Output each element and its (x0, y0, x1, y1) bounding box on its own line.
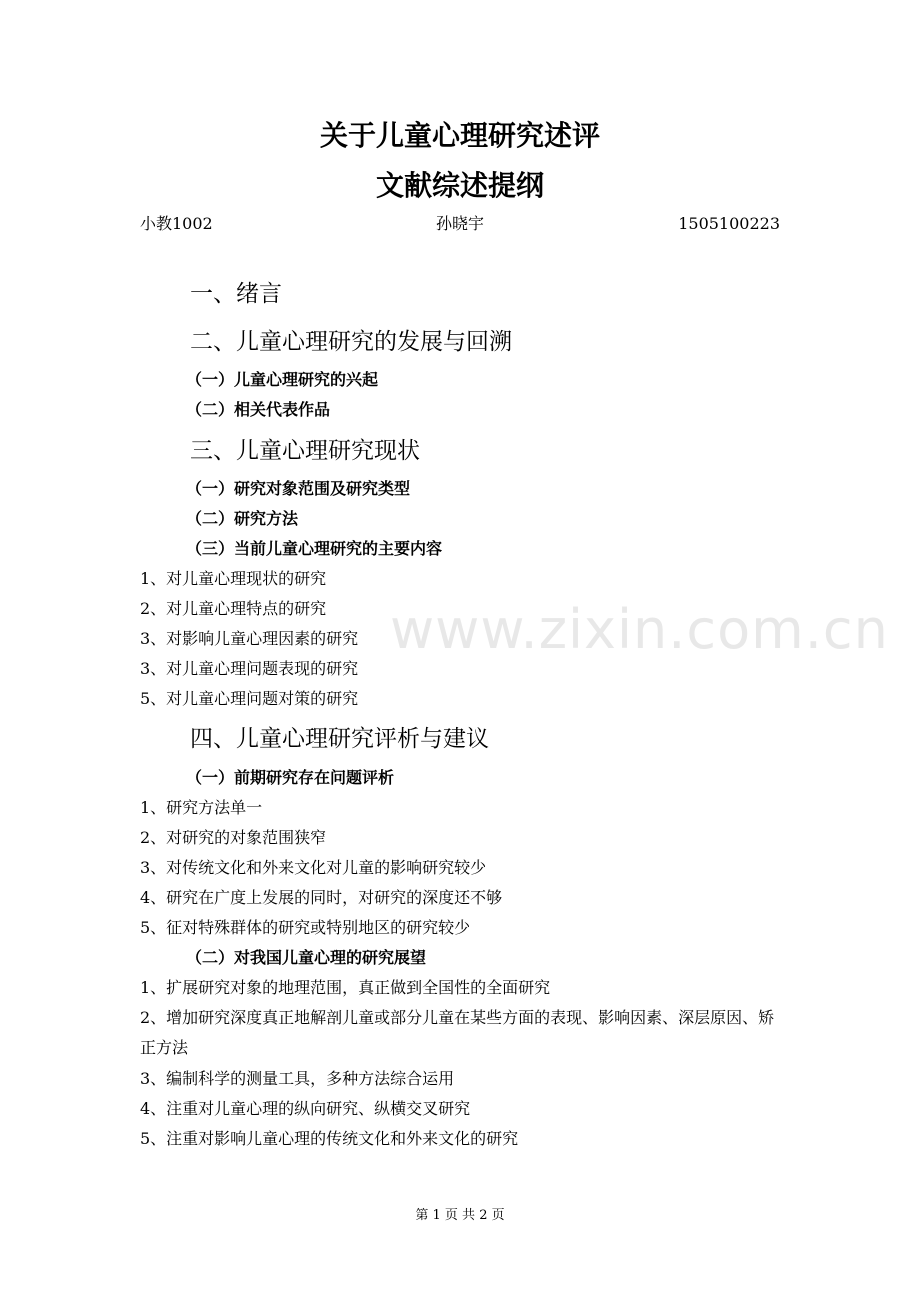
section-heading-3: 三、儿童心理研究现状 (190, 438, 420, 464)
section-heading-4: 四、儿童心理研究评析与建议 (190, 726, 489, 752)
subsection-heading: （一）前期研究存在问题评析 (186, 768, 395, 787)
list-item: 3、对影响儿童心理因素的研究 (140, 629, 359, 648)
list-item: 5、对儿童心理问题对策的研究 (140, 689, 359, 708)
watermark: www.zixin.com.cn (390, 598, 889, 661)
student-id: 1505100223 (678, 214, 780, 233)
subsection-heading: （一）儿童心理研究的兴起 (186, 370, 379, 389)
list-item: 1、对儿童心理现状的研究 (140, 569, 327, 588)
subsection-heading: （三）当前儿童心理研究的主要内容 (186, 539, 443, 558)
list-item: 3、对儿童心理问题表现的研究 (140, 659, 359, 678)
list-item: 3、对传统文化和外来文化对儿童的影响研究较少 (140, 858, 487, 877)
list-item: 2、增加研究深度真正地解剖儿童或部分儿童在某些方面的表现、影响因素、深层原因、矫正方法 (140, 1008, 775, 1057)
list-item: 4、注重对儿童心理的纵向研究、纵横交叉研究 (140, 1099, 471, 1118)
list-item: 1、扩展研究对象的地理范围，真正做到全国性的全面研究 (140, 978, 551, 997)
class-name: 小教1002 (140, 214, 213, 233)
author-info-row (140, 212, 780, 236)
author-name: 孙晓宇 (435, 214, 484, 233)
subsection-heading: （二）相关代表作品 (186, 400, 331, 419)
subsection-heading: （二）研究方法 (186, 509, 299, 528)
list-item: 2、对儿童心理特点的研究 (140, 599, 327, 618)
list-item: 4、研究在广度上发展的同时，对研究的深度还不够 (140, 888, 503, 907)
list-item: 2、对研究的对象范围狭窄 (140, 828, 327, 847)
subsection-heading: （一）研究对象范围及研究类型 (186, 479, 411, 498)
page-footer: 第 1 页 共 2 页 (415, 1208, 505, 1223)
section-heading-1: 一、绪言 (190, 281, 282, 307)
list-item: 1、研究方法单一 (140, 798, 263, 817)
list-item: 5、征对特殊群体的研究或特别地区的研究较少 (140, 918, 471, 937)
document-title: 关于儿童心理研究述评 (319, 119, 600, 152)
document-subtitle: 文献综述提纲 (375, 169, 544, 202)
list-item: 5、注重对影响儿童心理的传统文化和外来文化的研究 (140, 1129, 519, 1148)
list-item: 3、编制科学的测量工具，多种方法综合运用 (140, 1069, 455, 1088)
section-heading-2: 二、儿童心理研究的发展与回溯 (190, 329, 512, 355)
subsection-heading: （二）对我国儿童心理的研究展望 (186, 948, 427, 967)
